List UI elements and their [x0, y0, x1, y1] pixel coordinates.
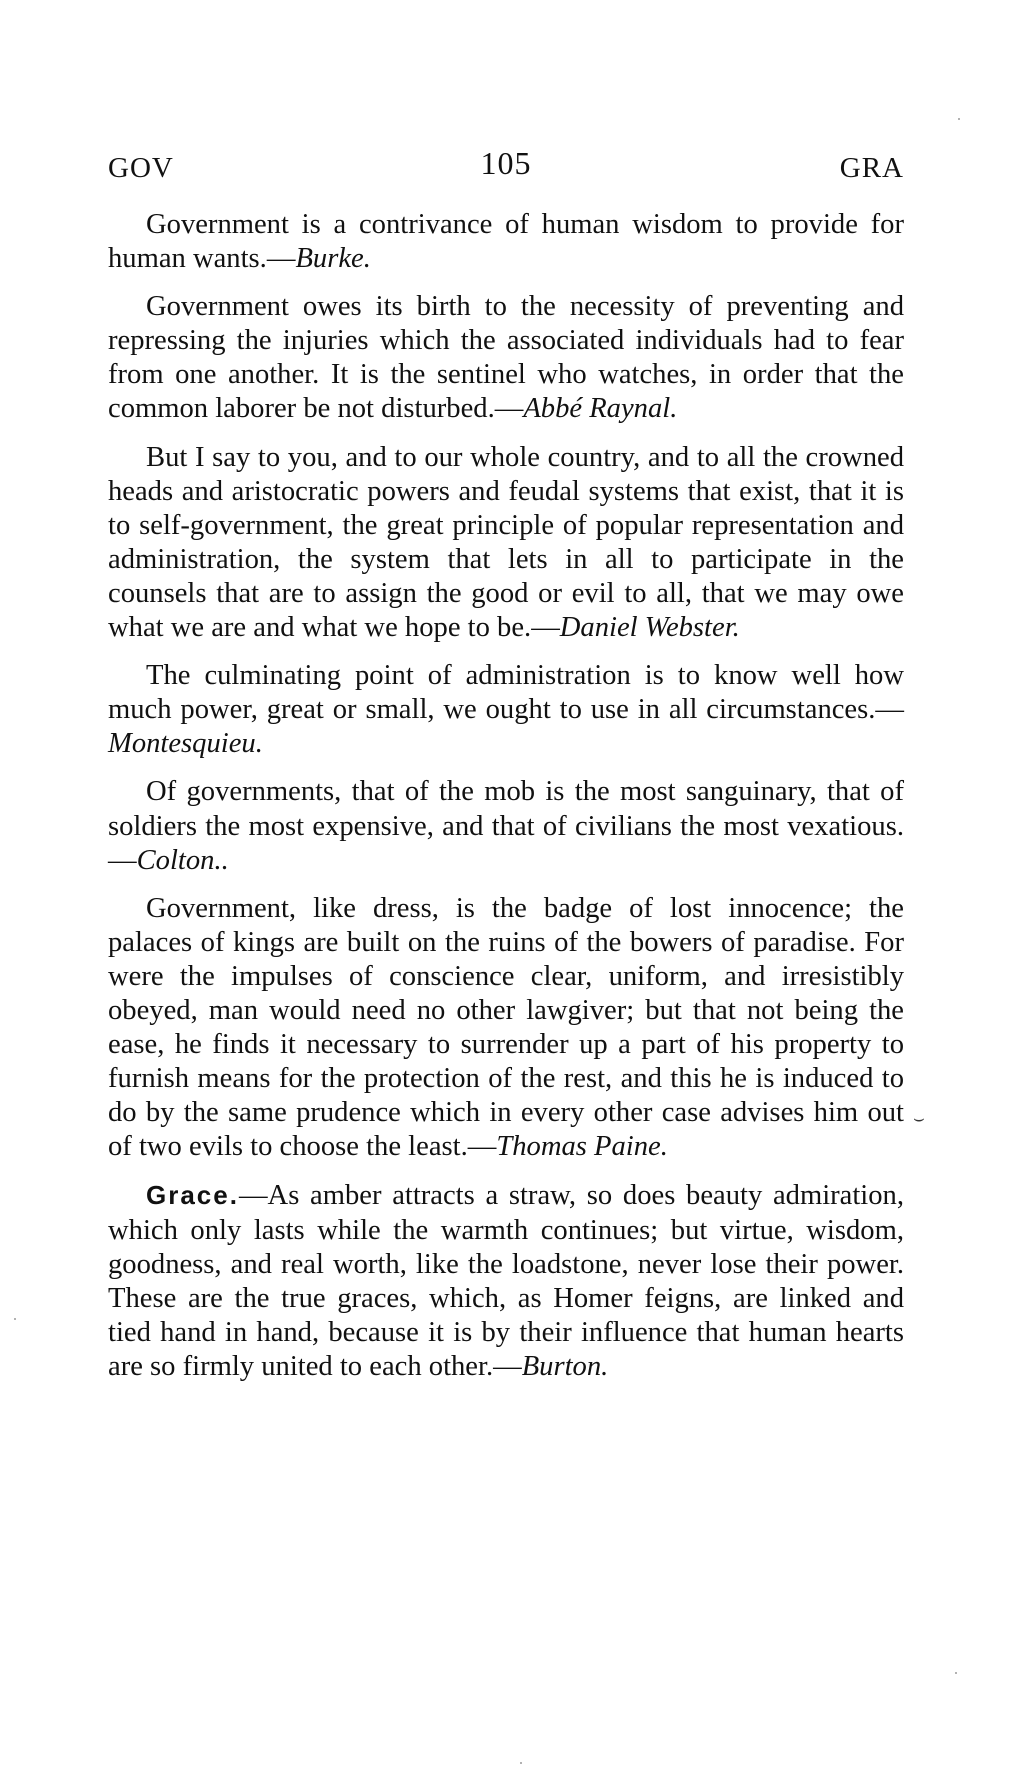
body-text	[108, 208, 904, 1384]
quote-attribution: Burton.	[521, 1350, 609, 1382]
quote-attribution: Montesquieu.	[108, 728, 263, 760]
quote-paragraph	[108, 659, 904, 761]
quote-attribution: Thomas Paine.	[496, 1131, 668, 1163]
dash: —	[266, 243, 296, 275]
paper-speck	[958, 118, 960, 120]
dash: —	[108, 844, 137, 876]
dash: —	[494, 393, 524, 425]
quote-text: The culminating point of administration is to know well how much power, great or small, we ought to use in all circumstances.	[108, 660, 904, 726]
running-head-right: GRA	[839, 152, 904, 184]
entry-paragraph	[108, 1178, 904, 1384]
running-head	[108, 145, 904, 188]
paper-speck	[14, 1318, 16, 1320]
dash: —	[238, 1180, 268, 1212]
quote-attribution: Colton..	[136, 844, 229, 876]
dash: —	[467, 1131, 497, 1163]
quote-text: Government, like dress, is the badge of lost innocence; the palaces of kings are built on the ruins of the bowers of paradise. For were the impulses of conscience clear, uniform, and irresistibly obeyed, man would need no other lawgiver; but that not being the ease, he finds it necessary to surrender up a part of his property to furnish means for the protection of the rest, and this he is induced to do by the same prudence which in every other case advises him out of two evils to choose the least.	[108, 892, 904, 1163]
quote-paragraph	[108, 892, 904, 1165]
quote-paragraph	[108, 290, 904, 426]
quote-attribution: Burke.	[295, 243, 371, 275]
quote-attribution: Abbé Raynal.	[523, 393, 678, 425]
dash: —	[875, 694, 904, 726]
page-number: 105	[480, 145, 532, 181]
quote-paragraph	[108, 441, 904, 646]
quote-text: As amber attracts a straw, so does beauty admiration, which only lasts while the warmth continues; but virtue, wisdom, goodness, and real worth, like the loadstone, never lose their power. These are the true graces, which, as Homer feigns, are linked and tied hand in hand, because it is by their influence that human hearts are so firmly united to each other.	[108, 1180, 904, 1382]
dash: —	[493, 1350, 522, 1382]
margin-mark: ⌣	[913, 1108, 925, 1129]
quote-attribution: Daniel Webster.	[559, 612, 740, 644]
entry-keyword: Grace.	[146, 1180, 239, 1211]
quote-paragraph	[108, 208, 904, 276]
running-head-left: GOV	[108, 152, 174, 184]
paper-speck	[520, 1762, 522, 1764]
quote-text: But I say to you, and to our whole country, and to all the crowned heads and aristocratic powers and feudal systems that exist, that it is to self-government, the great principle of popular representation and administration, the system that lets in all to participate in the counsels that are to assign the good or evil to all, that we may owe what we are and what we hope to be.	[108, 441, 904, 644]
dash: —	[531, 612, 560, 644]
quote-text: Government is a contrivance of human wisdom to provide for human wants.	[108, 209, 904, 275]
quote-text: Government owes its birth to the necessity of preventing and repressing the injuries which the associated individuals had to fear from one another. It is the sentinel who watches, in order that the common laborer be not disturbed.	[108, 291, 904, 425]
paper-speck	[955, 1672, 957, 1674]
quote-text: Of governments, that of the mob is the most sanguinary, that of soldiers the most expensive, and that of civilians the most vexatious.	[108, 776, 904, 842]
quote-paragraph	[108, 775, 904, 877]
